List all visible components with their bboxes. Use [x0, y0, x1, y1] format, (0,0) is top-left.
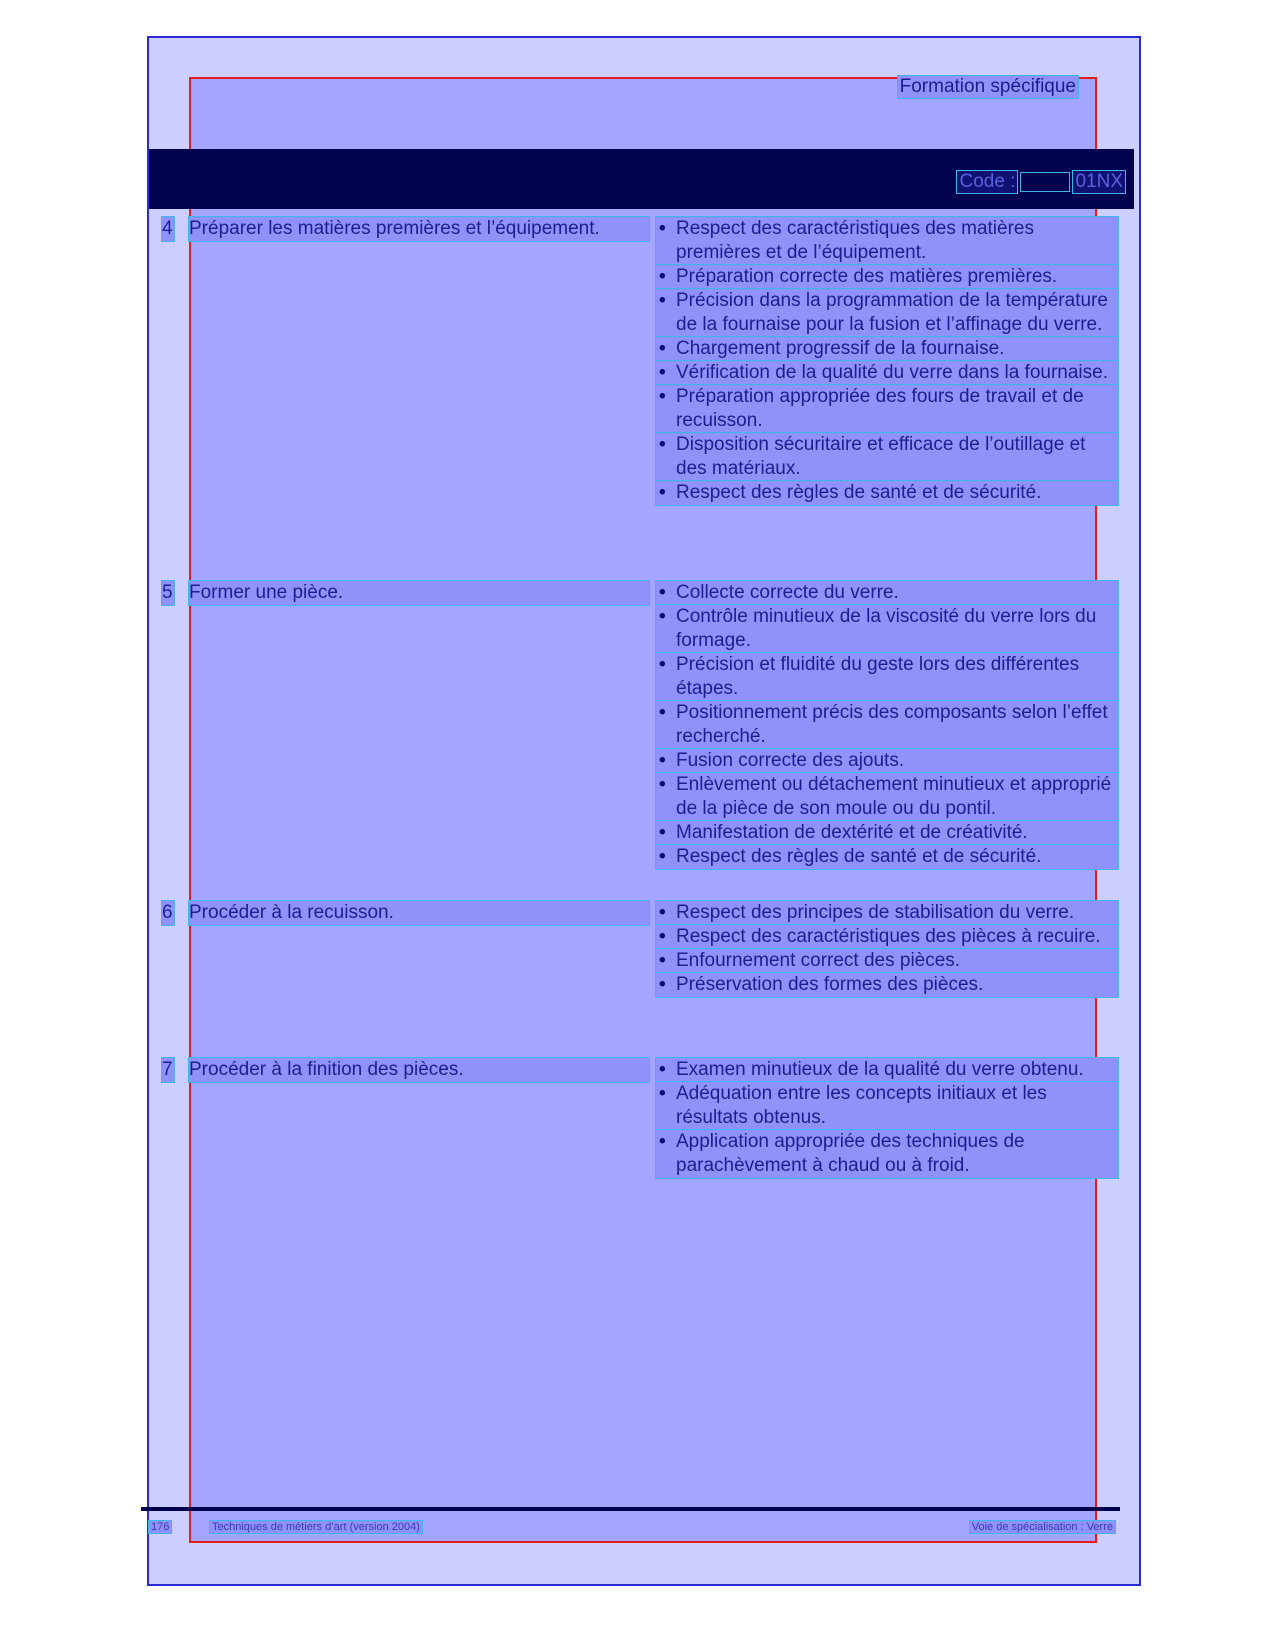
- criterion: • Précision et fluidité du geste lors des différentes étapes.: [656, 653, 1118, 701]
- criterion: • Respect des caractéristiques des matières premières et de l’équipement.: [656, 217, 1118, 265]
- criterion: • Vérification de la qualité du verre dans la fournaise.: [656, 361, 1118, 385]
- page-number: 176: [151, 1521, 170, 1533]
- task-number: 6: [162, 902, 173, 923]
- criterion: • Préparation correcte des matières premières.: [656, 265, 1118, 289]
- code-field: [957, 171, 1125, 193]
- task-text: Former une pièce.: [189, 581, 649, 605]
- footer-page-number: [149, 1521, 171, 1533]
- footer-rule: [141, 1507, 1120, 1511]
- criterion: • Positionnement précis des composants selon l’effet recherché.: [656, 701, 1118, 749]
- criterion: • Respect des règles de santé et de sécurité.: [656, 845, 1118, 869]
- criterion: • Collecte correcte du verre.: [656, 581, 1118, 605]
- criterion: • Application appropriée des techniques de parachèvement à chaud ou à froid.: [656, 1130, 1118, 1178]
- criterion: • Contrôle minutieux de la viscosité du verre lors du formage.: [656, 605, 1118, 653]
- criterion: • Préparation appropriée des fours de travail et de recuisson.: [656, 385, 1118, 433]
- task-number: 5: [162, 582, 173, 603]
- criteria-list: [656, 217, 1118, 505]
- footer-left: [210, 1521, 422, 1533]
- criterion: • Examen minutieux de la qualité du verre obtenu.: [656, 1058, 1118, 1082]
- criterion: • Enlèvement ou détachement minutieux et approprié de la pièce de son moule ou du pontil.: [656, 773, 1118, 821]
- code-separator: [1021, 173, 1069, 191]
- criterion: • Manifestation de dextérité et de créativité.: [656, 821, 1118, 845]
- code-value: 01NX: [1075, 171, 1123, 192]
- criterion: • Fusion correcte des ajouts.: [656, 749, 1118, 773]
- task-text: Préparer les matières premières et l’équipement.: [189, 217, 649, 241]
- footer-right: [970, 1521, 1115, 1533]
- task-number: 7: [162, 1059, 173, 1080]
- criterion: • Respect des principes de stabilisation du verre.: [656, 901, 1118, 925]
- criterion: • Chargement progressif de la fournaise.: [656, 337, 1118, 361]
- task-number: 4: [162, 218, 173, 239]
- criterion: • Enfournement correct des pièces.: [656, 949, 1118, 973]
- criteria-list: [656, 581, 1118, 869]
- criterion: • Respect des règles de santé et de sécurité.: [656, 481, 1118, 505]
- footer-right-text: Voie de spécialisation : Verre: [971, 1521, 1113, 1533]
- task-text: Procéder à la recuisson.: [189, 901, 649, 925]
- section-header: Formation spécifique: [899, 76, 1076, 97]
- code-label: Code :: [959, 171, 1016, 192]
- criterion: • Préservation des formes des pièces.: [656, 973, 1118, 997]
- criterion: • Précision dans la programmation de la température de la fournaise pour la fusion et l’affinage du verre.: [656, 289, 1118, 337]
- task-text: Procéder à la finition des pièces.: [189, 1058, 649, 1082]
- criteria-list: [656, 901, 1118, 997]
- criterion: • Adéquation entre les concepts initiaux et les résultats obtenus.: [656, 1082, 1118, 1130]
- criterion: • Respect des caractéristiques des pièces à recuire.: [656, 925, 1118, 949]
- footer-left-text: Techniques de métiers d’art (version 2004): [212, 1521, 420, 1533]
- criteria-list: [656, 1058, 1118, 1178]
- criterion: • Disposition sécuritaire et efficace de l’outillage et des matériaux.: [656, 433, 1118, 481]
